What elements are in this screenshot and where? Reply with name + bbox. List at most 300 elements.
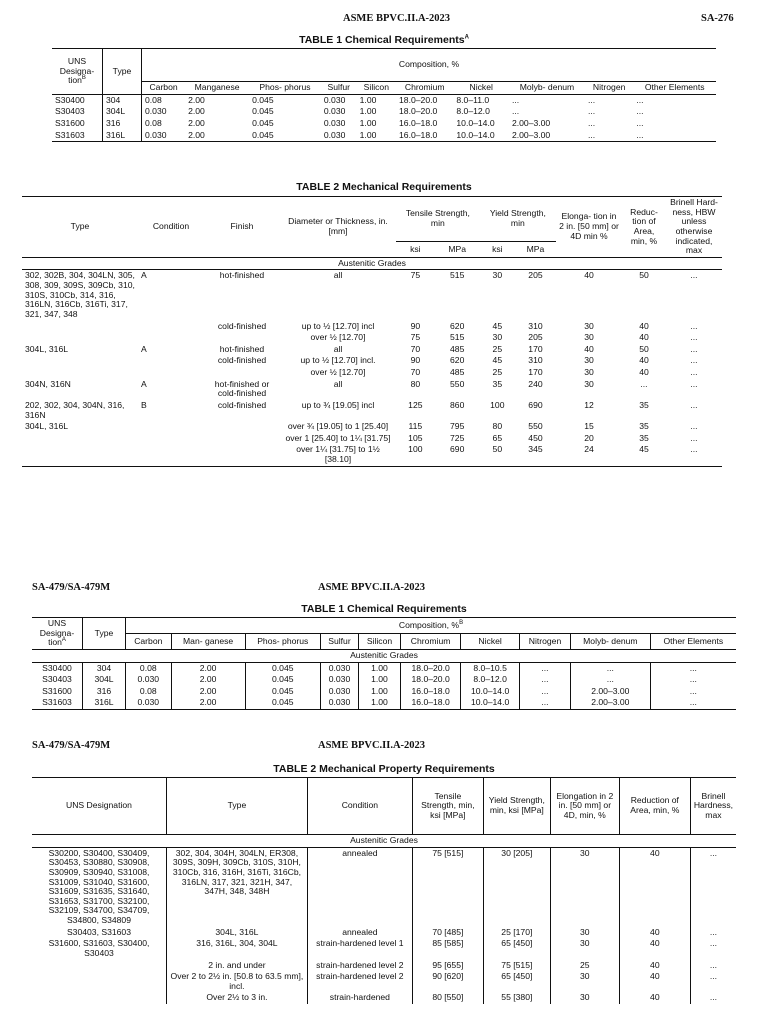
table-cell: 75 [515] [483,960,550,972]
table-cell [32,992,166,1004]
col-header: Chromium [400,633,460,649]
table-cell: 16.0–18.0 [399,117,438,128]
table-cell: ... [690,938,736,959]
table-cell: 30 [584,367,594,377]
table-cell: ... [690,332,698,343]
table-cell: S31600 [42,685,72,696]
table-cell: 35 [639,421,649,432]
col-header: Chromium [396,82,453,95]
table-cell: 0.030 [320,686,358,698]
col-reduction: Reduc- tion of Area, min, % [622,197,666,258]
table-cell: 90 [620] [412,971,483,992]
table-cell [22,332,138,344]
col-header: Phos- phorus [249,82,321,95]
table-cell: strain-hardened [307,992,412,1004]
table-cell: 0.045 [245,674,320,686]
table-cell: 80 [410,378,421,389]
table-cell: 0.045 [252,117,274,128]
table-cell: 10.0–14.0 [461,697,520,709]
table-cell: 2 in. and under [166,960,307,972]
table-cell: ... [650,674,736,686]
table-cell: 18.0–20.0 [399,106,438,117]
table-cell [204,421,280,433]
table-cell: 0.030 [321,130,357,142]
table-cell: 50 [639,343,649,354]
table-cell: ... [571,662,651,674]
table-cell: 316 [103,118,142,130]
table-cell: 80 [550] [412,992,483,1004]
table1-title-text: TABLE 1 Chemical Requirements [299,34,465,46]
col-header: Carbon [142,82,186,95]
table-cell: all [333,270,343,281]
col-yield-mpa: MPa [515,242,556,258]
table-row [32,927,736,939]
col-header: Carbon [126,633,172,649]
running-header-left: SA-479/SA-479M [32,582,111,593]
table-cell: 450 [528,432,543,443]
table-cell: 0.030 [126,674,172,686]
table-cell: 2.00–3.00 [571,697,651,709]
table-cell: 0.045 [245,697,320,709]
table-cell: ... [690,378,698,389]
table-row [22,321,722,333]
table-cell: 2.00 [171,662,245,674]
table-cell: ... [636,106,644,117]
col-brinell: Brinell Hardness, max [690,778,736,835]
table-cell: over ¾ [19.05] to 1 [25.40] [287,421,389,432]
table-cell: 550 [528,421,543,432]
table-cell [22,433,138,445]
table-cell: 310 [528,355,543,366]
table-cell: up to ½ [12.70] incl [301,320,375,331]
table-cell: 65 [492,432,503,443]
table-cell: ... [585,130,633,142]
table-cell: 690 [435,444,480,466]
col-header: Nickel [453,82,509,95]
table-cell: 515 [450,270,465,281]
table-cell [32,960,166,972]
table-cell: 30 [584,378,594,389]
table-cell: ... [690,399,698,410]
table-cell: 80 [492,421,503,432]
table-cell: up to ½ [12.70] incl. [300,355,376,366]
col-condition: Condition [138,197,204,258]
col-header: Sulfur [320,633,358,649]
table-cell: 304L, 316L [25,343,69,354]
table-cell: 40 [584,270,594,281]
table-cell: 40 [619,960,690,972]
table-cell: 0.030 [126,697,172,709]
table-cell: 690 [528,399,543,410]
table-cell: 25 [492,343,503,354]
table-cell: 8.0–10.5 [461,662,520,674]
col-composition: Composition, %$^B$ [126,618,737,634]
table-cell: ... [690,847,736,927]
table-cell: strain-hardened level 2 [307,971,412,992]
table-cell [32,971,166,992]
table-cell: 316L [83,697,126,709]
col-condition: Condition [307,778,412,835]
table-cell: 0.045 [245,686,320,698]
table-cell: ... [509,94,585,106]
table-cell: 70 [410,367,421,377]
table3-chemical [32,617,736,710]
table3-col-headers [32,633,736,649]
table-cell [138,332,204,344]
col-elongation: Elongation in 2 in. [50 mm] or 4D, min, % [550,778,619,835]
table-cell: 50 [480,444,515,466]
table3-subheading: Austenitic Grades [32,649,736,662]
table-cell: 0.030 [142,130,186,142]
table-cell: 304N, 316N [25,378,71,389]
table-cell: 40 [639,355,649,366]
table-cell: 1.00 [359,106,377,117]
table-cell: 30 [550,927,619,939]
running-header: ASME BPVC.II.A-2023 [318,582,426,593]
table-cell: ... [519,697,570,709]
table-cell: 0.045 [249,94,321,106]
table-cell: 35 [639,432,649,443]
table-cell: 2.00 [188,106,205,117]
table-cell: 40 [639,320,649,331]
table-cell: 115 [408,421,423,432]
table4-mechanical [32,777,736,1004]
col-yield: Yield Strength, min, ksi [MPa] [483,778,550,835]
table-row [32,938,736,959]
table-cell: 2.00 [188,117,205,128]
col-header: Man- ganese [171,633,245,649]
table-cell: 316, 316L, 304, 304L [166,938,307,959]
running-header: ASME BPVC.II.A-2023 [343,13,451,24]
table-cell: 302, 304, 304H, 304LN, ER308, 309S, 309H, 309Cb, 310S, 310H, 310Cb, 316, 316H, 316Ti, 316Cb, 316LN, 317, 321, 321H, 347, 347H, 348, 348H [166,847,307,927]
col-header: Silicon [359,633,401,649]
table-row [32,674,736,686]
table-cell: S30403 [55,106,85,117]
table-cell [138,421,204,433]
table-cell: 12 [584,399,594,410]
table-cell: ... [690,355,698,366]
table-cell [204,332,280,344]
table-cell: 35 [639,399,649,410]
col-uns: UNS Designa- tion$^A$ [32,618,83,650]
table-cell: all [333,343,343,354]
table-cell: 125 [408,399,423,410]
table-cell: ... [636,117,644,128]
table-cell: annealed [307,847,412,927]
running-header: ASME BPVC.II.A-2023 [318,740,426,751]
table-cell: 0.08 [126,662,172,674]
table-row [22,332,722,344]
col-tensile: Tensile Strength, min, ksi [MPa] [412,778,483,835]
table-cell: 30 [550,971,619,992]
table-cell: 205 [528,270,543,281]
table-cell: 30 [492,270,503,281]
col-elongation: Elonga- tion in 2 in. [50 mm] or 4D min % [556,197,622,258]
table-row [22,379,722,400]
table-cell: 30 [584,332,594,343]
table-row [32,960,736,972]
table-cell: 485 [450,367,465,377]
table-cell: 0.030 [320,697,358,709]
table4-title: TABLE 2 Mechanical Property Requirements [273,763,495,775]
table-cell: hot-finished or cold-finished [214,378,270,399]
table-cell: 1.00 [359,117,377,128]
table-cell: S31603 [32,697,83,709]
col-type: Type [166,778,307,835]
table-cell: 1.00 [359,674,401,686]
table-row [32,697,736,709]
col-type: Type [103,49,142,95]
table-cell: 30 [550,938,619,959]
col-header: Manganese [185,82,249,95]
table-cell: 75 [515] [412,847,483,927]
table-cell: 316L [103,130,142,142]
table-cell: 0.08 [142,118,186,130]
table-cell: cold-finished [217,320,267,331]
table-cell: 95 [655] [412,960,483,972]
table-cell: 316 [83,686,126,698]
table-cell: 795 [450,421,465,432]
table1-chemical [52,48,716,142]
table-cell: 40 [619,847,690,927]
table-cell: cold-finished [217,399,267,410]
table-cell: 16.0–18.0 [400,697,460,709]
table-cell: over ½ [12.70] [310,367,366,377]
col-header: Other Elements [633,82,716,95]
table-cell: 75 [410,332,421,343]
table-row [22,421,722,433]
table-cell: 30 [584,355,594,366]
col-uns: UNS Designation [32,778,166,835]
table2-title: TABLE 2 Mechanical Requirements [296,181,472,193]
table-cell: 2.00 [185,130,249,142]
col-header: Nitrogen [585,82,633,95]
table-cell: 302, 302B, 304, 304LN, 305, 308, 309, 309S, 309Cb, 310, 310S, 310Cb, 314, 316, 316LN, 316Cb, 316Ti, 317, 321, 347, 348 [25,270,135,319]
col-header: Nickel [461,633,520,649]
table-cell: 0.045 [249,130,321,142]
table4-subheading: Austenitic Grades [32,835,736,848]
table-cell: A [141,378,147,389]
col-type: Type [22,197,138,258]
table-row [22,400,722,421]
table-cell: 304 [103,94,142,106]
table-cell: 40 [584,343,594,354]
table-cell: 75 [410,270,421,281]
table-cell: ... [650,697,736,709]
table-cell: 304L [83,674,126,686]
table-cell: 10.0–14.0 [461,686,520,698]
table-cell: ... [690,992,736,1004]
table-cell: 18.0–20.0 [396,94,453,106]
table-cell: S30403 [42,674,72,685]
table-cell [22,355,138,367]
table-cell: 515 [450,332,465,343]
table-cell: 2.00–3.00 [571,686,651,698]
table-cell: A [141,343,147,354]
table-cell: ... [690,343,698,354]
table-cell: 8.0–12.0 [461,674,520,686]
table-cell: ... [690,367,698,377]
table-cell: 40 [619,938,690,959]
table-row [22,355,722,367]
table-cell: 205 [528,332,543,343]
table-cell: 55 [380] [483,992,550,1004]
table-cell [22,321,138,333]
table-cell: 35 [492,378,503,389]
table-cell: 18.0–20.0 [400,674,460,686]
table-cell [138,355,204,367]
table-cell: 0.030 [321,94,357,106]
table-cell: 20 [584,432,594,443]
table-cell: 2.00 [171,686,245,698]
table-cell: 170 [528,343,543,354]
table-cell [138,367,204,379]
table-cell [138,444,204,466]
table-cell [204,433,280,445]
table-cell: 240 [528,378,543,389]
table-cell: hot-finished [219,343,265,354]
table-cell: 2.00 [171,697,245,709]
table-cell: ... [633,130,716,142]
table-cell: all [333,378,343,389]
table-cell: hot-finished [219,270,265,281]
table-cell [204,367,280,379]
table-cell: ... [587,117,596,128]
table2-subheading: Austenitic Grades [22,257,722,270]
table-cell: ... [690,432,698,443]
table-cell: 16.0–18.0 [396,130,453,142]
col-tensile: Tensile Strength, min [396,197,480,242]
table-cell: ... [690,927,736,939]
table-cell: ... [571,674,651,686]
table-cell: 30 [205] [483,847,550,927]
table-cell: 0.030 [142,106,186,118]
table-cell: 304L [103,106,142,118]
col-composition-label: Composition, % [398,619,460,630]
table-row [22,270,722,321]
col-yield-label: Yield Strength, min [489,208,546,228]
running-header-left: SA-479/SA-479M [32,740,111,751]
table-cell: 10.0–14.0 [456,117,495,128]
table-cell: 65 [450] [483,938,550,959]
table-cell: 725 [450,432,465,443]
col-type: Type [83,618,126,650]
table-cell: 345 [515,444,556,466]
table-cell: 170 [528,367,543,377]
table-cell: 65 [450] [483,971,550,992]
table3-title: TABLE 1 Chemical Requirements [301,603,467,615]
table-cell: 24 [556,444,622,466]
col-uns-label: UNS Designa- tion [39,618,75,648]
table-cell: 30 [584,320,594,331]
table-cell [138,433,204,445]
table-cell: cold-finished [217,355,267,366]
table-cell: ... [690,971,736,992]
table-cell: 15 [584,421,594,432]
table-row [22,344,722,356]
table-cell: 860 [450,399,465,410]
table-cell: ... [633,94,716,106]
table-cell: ... [587,106,596,117]
col-diameter: Diameter or Thickness, in. [mm] [280,197,396,258]
table-cell: 620 [450,355,465,366]
table-cell: over 1¼ [31.75] to 1½ [38.10] [280,444,396,466]
table-cell: strain-hardened level 2 [307,960,412,972]
table-cell: S31600, S31603, S30400, S30403 [48,938,150,958]
table-cell [22,367,138,379]
table-cell: ... [690,270,698,281]
col-header: Sulfur [321,82,357,95]
table-cell: ... [690,960,736,972]
table-cell: ... [585,94,633,106]
table3-body [32,662,736,710]
table-cell: 10.0–14.0 [453,130,509,142]
table-row [32,847,736,927]
table-cell: annealed [307,927,412,939]
table-cell: 90 [410,355,421,366]
table-cell: strain-hardened level 1 [307,938,412,959]
table-cell: 40 [639,332,649,343]
table-cell: 18.0–20.0 [400,662,460,674]
col-yield [480,197,556,242]
table-cell: 25 [170] [483,927,550,939]
table-cell: 1.00 [357,130,396,142]
table-cell: 0.045 [245,662,320,674]
table1-col-headers [52,82,716,95]
table-cell: S31603 [52,130,103,142]
table-cell: S31600 [55,117,85,128]
col-header: Molyb- denum [571,633,651,649]
table-cell: 30 [492,332,503,343]
spec-number: SA-276 [701,13,734,24]
table-cell: 202, 302, 304, 304N, 316, 316N [25,399,125,420]
col-tensile-mpa: MPa [435,242,480,258]
table-cell: 25 [550,960,619,972]
table-cell: S30200, S30400, S30409, S30453, S30880, S30908, S30909, S30940, S31008, S31009, S31040, S31600, S31609, S31635, S31640, S31653, S31700, S32100, S32109, S34700, S34709, S34800, S34809 [48,847,150,925]
col-brinell: Brinell Hard- ness, HBW unless otherwise indicated, max [666,197,722,258]
table-cell: Over 2 to 2½ in. [50.8 to 63.5 mm], incl. [166,971,307,992]
table-row [32,686,736,698]
table-cell: ... [519,662,570,674]
table-cell: 304L, 316L [166,927,307,939]
table2-mechanical [22,196,722,467]
table-cell: 30 [550,847,619,927]
table-cell: 0.030 [323,117,346,128]
table1-title: TABLE 1 Chemical Requirements$^A$ [299,34,469,46]
col-uns-label: UNS Designa- tion [59,55,95,86]
table-cell: 85 [585] [412,938,483,959]
table-cell: ... [511,106,520,117]
table-cell: 90 [410,320,421,331]
table-cell: over 1 [25.40] to 1¼ [31.75] [285,432,391,443]
table-row [22,444,722,466]
col-header: Silicon [357,82,396,95]
table-cell [204,444,280,466]
table-row [52,94,716,106]
table-cell: 2.00–3.00 [511,117,551,128]
table-cell: 8.0–11.0 [453,94,509,106]
table-cell: ... [640,378,648,389]
table-cell: 30 [550,992,619,1004]
col-header: Phos- phorus [245,633,320,649]
table-row [32,662,736,674]
col-header: Other Elements [650,633,736,649]
table4-body [32,847,736,1004]
table-cell: 304L, 316L [25,421,69,432]
table-cell: B [141,399,147,410]
table-cell: ... [650,662,736,674]
col-uns: UNS Designa- tion$^B$ [52,49,103,95]
